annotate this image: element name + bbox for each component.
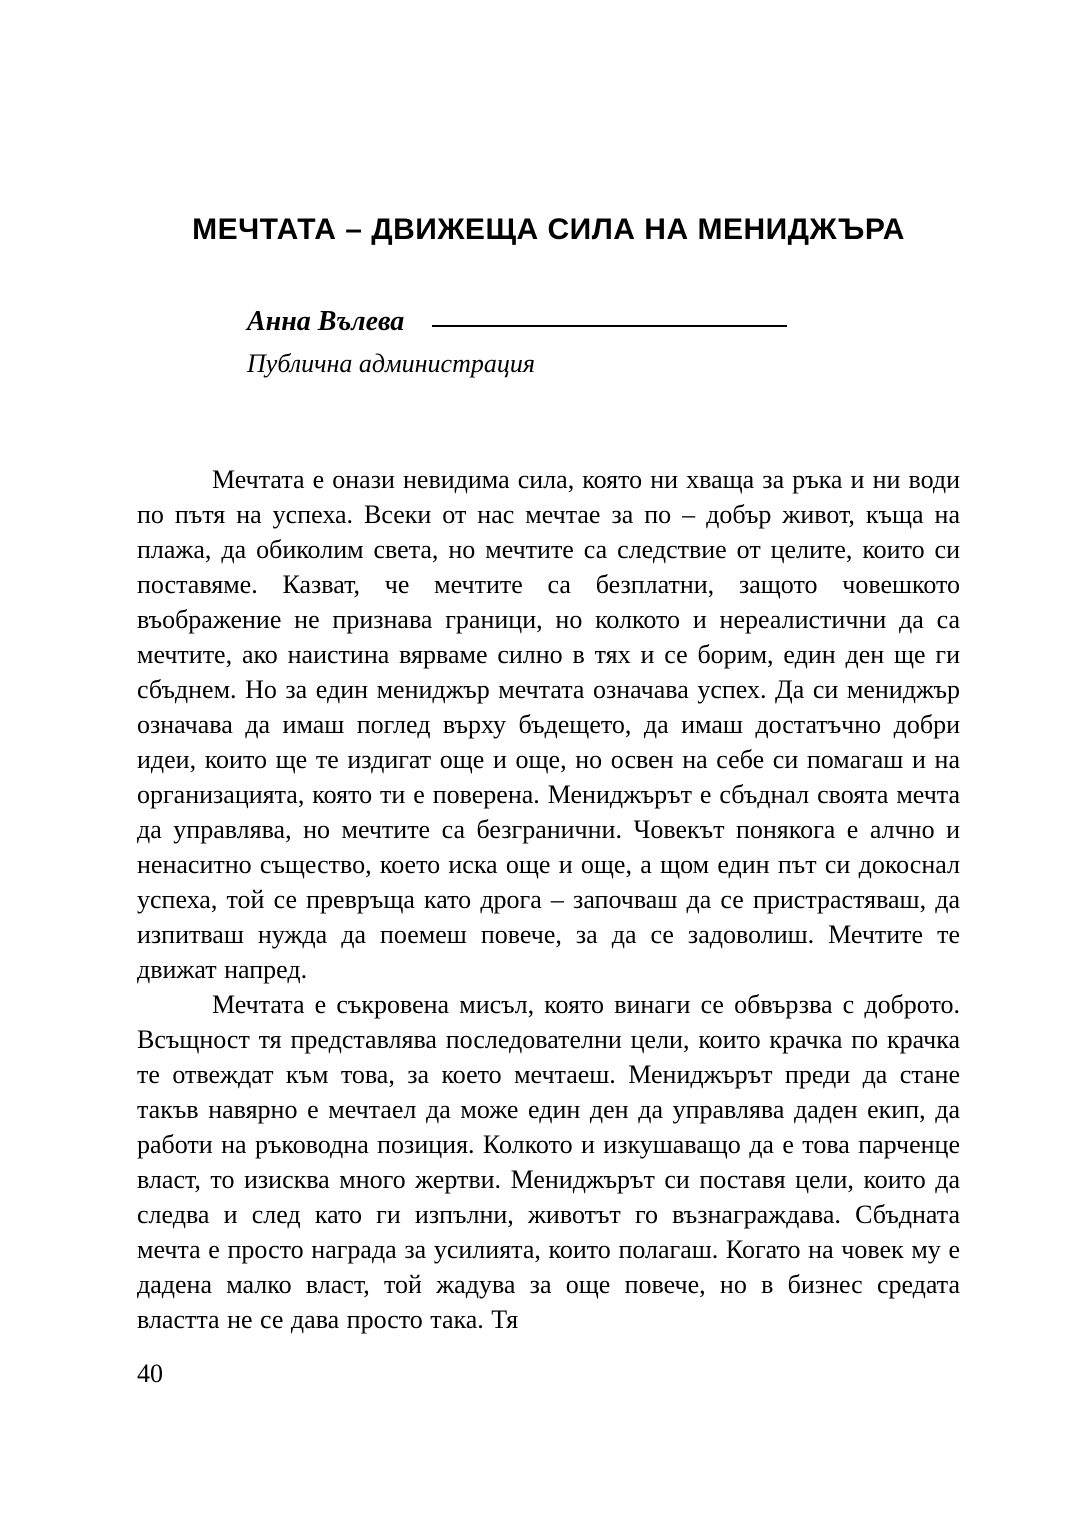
paragraph-1: Мечтата е онази невидима сила, която ни хваща за ръка и ни води по пътя на успеха. Всеки от нас мечтае за по – добър живот, къща на плажа, да обиколим света, но мечтите са следствие от целите, които си поставяме. Казват, че мечтите са безплатни, защото човешкото въображение не признава граници, но колкото и нереалистични да са мечтите, ако наистина вярваме силно в тях и се борим, един ден ще ги сбъднем. Но за един мениджър мечтата означава успех. Да си мениджър означава да имаш поглед върху бъдещето, да имаш достатъчно добри идеи, които ще те издигат още и още, но освен на себе си помагаш и на организацията, която ти е поверена. Мениджърът е сбъднал своята мечта да управлява, но мечтите са безгранични. Човекът понякога е алчно и ненаситно същество, което иска още и още, а щом един път си докоснал успеха, той се превръща като дрога – започваш да се пристрастяваш, да изпитваш нужда да поемеш повече, за да се задоволиш. Мечтите те движат напред. bbox=[137, 465, 960, 984]
page-number: 40 bbox=[137, 1359, 163, 1388]
author-underline-rule bbox=[432, 325, 787, 327]
author-block bbox=[247, 306, 960, 338]
page-title: МЕЧТАТА – ДВИЖЕЩА СИЛА НА МЕНИДЖЪРА bbox=[192, 213, 905, 246]
article-body bbox=[137, 462, 960, 1337]
author-name: Анна Вълева bbox=[247, 306, 405, 337]
author-affiliation: Публична администрация bbox=[247, 349, 535, 378]
paragraph-2: Мечтата е съкровена мисъл, която винаги се обвързва с доброто. Всъщност тя представлява последователни цели, които крачка по крачка те отвеждат към това, за което мечтаеш. Мениджърът преди да стане такъв навярно е мечтаел да може един ден да управлява даден екип, да работи на ръководна позиция. Колкото и изкушаващо да е това парченце власт, то изисква много жертви. Мениджърът си поставя цели, които да следва и след като ги изпълни, животът го възнаграждава. Сбъдната мечта е просто награда за усилията, които полагаш. Когато на човек му е дадена малко власт, той жадува за още повече, но в бизнес средата властта не се дава просто така. Тя bbox=[137, 990, 960, 1334]
